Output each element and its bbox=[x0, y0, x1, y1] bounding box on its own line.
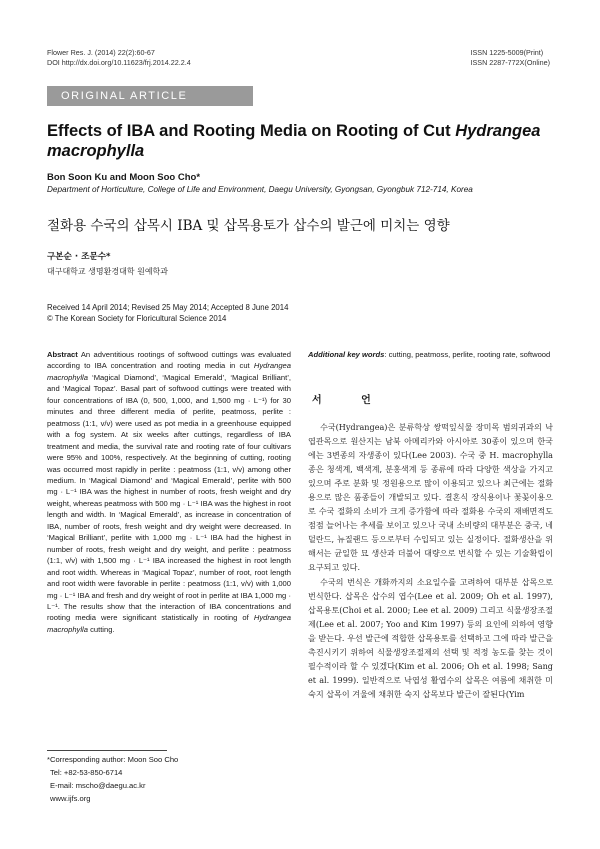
received-dates: Received 14 April 2014; Revised 25 May 2014; Accepted 8 June 2014 bbox=[47, 303, 289, 312]
abstract-species-end: Hydrangea macrophylla bbox=[47, 613, 291, 634]
korean-title: 절화용 수국의 삽목시 IBA 및 삽목용토가 삽수의 발근에 미치는 영향 bbox=[47, 218, 450, 234]
abstract-species: Hydrangea macrophylla bbox=[47, 361, 291, 382]
korean-authors: 구본순 · 조문수* bbox=[47, 252, 111, 262]
abstract-text-2: ‘Magical Diamond’, ‘Magical Emerald’, ‘Magical Brilliant’, and ‘Magical Topaz’. Basal part of softwood cuttings were treated with four concentrations of IBA (0, 500, 1,000, and 1,500 mg · L⁻¹) for 30 minutes and three different media of perlite, peatmoss, perlite : peatmoss (1:1, v/v) were used as pot media in a greenhouse equipped with a fog system. At six weeks after cuttings, regardless of IBA treatment and media, the survival rate and rooting rate of four cultivars were 95% and 100%, respectively. At the beginning of cutting, rooting was occurred most rapidly in perlite : peatmoss (1:1, v/v) among other medium. In ‘Magical Diamond’ and ‘Magical Emerald’, perlite with 500 mg · L⁻¹ IBA was the highest in number of roots, fresh weight and dry weight, whereas peatmoss with 500 mg · L⁻¹ IBA was the highest in root length and width. In ‘Magical Emerald’, as increase in concentration of IBA, number of roots, fresh weight and dry weight were decreased. In ‘Magical Brilliant’, perlite with 1,000 mg · L⁻¹ IBA had the highest in number of roots, fresh weight and dry weight, and perlite : peatmoss (1:1, v/v) with 1,500 mg · L⁻¹ IBA increased the highest in root length and root width. Whereas in ‘Magical Topaz’, number of root, root length and root width were favorable in perlite : peatmoss (1:1, v/v) with 1,000 mg · L⁻¹ IBA and fresh and dry weight of root in perlite at IBA 1,000 mg · L⁻¹. The results show that the interaction of IBA concentrations and rooting media were significant statistically in rooting of bbox=[47, 372, 291, 623]
author-email[interactable]: E-mail: mscho@daegu.ac.kr bbox=[50, 781, 146, 790]
intro-paragraph: 수국의 번식은 개화까지의 소요일수를 고려하여 대부분 삽목으로 번식한다. 삽목은 삽수의 엽수(Lee et al. 2009; Oh et al. 1997), 삽목용토(Choi et al. 2000; Lee et al. 2009) 그리고 식물생장조절제(Lee et al. 2007; Yoo and Kim 1997) 등의 요인에 의하여 영향을 받는다. 우선 발근에 적합한 삽목용토를 선택하고 그에 따라 발근을 촉진시키기 위하여 식물생장조절제의 선택 및 적정 농도를 찾는 것이 필수적이라 할 수 있겠다(Kim et al. 2006; Oh et al. 1998; Sang et al. 1999). 일반적으로 낙엽성 활엽수의 삽목은 여름에 채취한 미숙지 삽목이 겨울에 채취한 숙지 삽목보다 발근이 잘된다(Yim bbox=[308, 576, 553, 699]
abstract bbox=[47, 349, 291, 635]
title-species: Hydrangea macrophylla bbox=[47, 122, 541, 160]
intro-paragraph: 수국(Hydrangea)은 분류학상 쌍떡잎식물 장미목 범의귀과의 낙엽관목으로 원산지는 남북 아메리카와 아시아로 30종이 있으며 한국에는 3변종의 자생종이 있다(Lee 2003). 수국 중 H. macrophylla 종은 청색계, 백색계, 분홍색계 등 종류에 따라 다양한 색상을 가지고 있으며 주로 분화 및 정원용으로 많이 이용되고 있으나 최근에는 절화용으로 많은 품종들이 개발되고 있다. 결혼식 장식용이나 꽃꽂이용으로 수국 절화의 소비가 크게 증가함에 따라 절화용 수국의 재배면적도 점점 늘어나는 추세를 보이고 있으나 국내 소비량의 대부분은 중국, 네덜란드, 뉴질랜드 등으로부터 수입되고 있는 실정이다. 절화생산을 위해서는 균일한 묘 생산과 더불어 대량으로 번식할 수 있는 기술확립이 요구되고 있다. bbox=[308, 422, 553, 573]
copyright-line: © The Korean Society for Floricultural Science 2014 bbox=[47, 314, 227, 323]
keywords-text: : cutting, peatmoss, perlite, rooting rate, softwood bbox=[384, 350, 551, 359]
page-title bbox=[47, 121, 557, 161]
issn-block bbox=[470, 48, 550, 68]
abstract-text-1: An adventitious rootings of softwood cuttings was evaluated according to IBA concentration and rooting media in cut bbox=[47, 350, 291, 371]
author-affiliation: Department of Horticulture, College of Life and Environment, Daegu University, Gyongsan, Gyongbuk 712-714, Korea bbox=[47, 185, 473, 194]
footnote-divider bbox=[47, 750, 167, 751]
korean-affiliation: 대구대학교 생명환경대학 원예학과 bbox=[47, 267, 169, 276]
author-list: Bon Soon Ku and Moon Soo Cho* bbox=[47, 172, 201, 183]
journal-website[interactable]: www.ijfs.org bbox=[50, 794, 91, 803]
keywords bbox=[308, 349, 553, 360]
title-main: Effects of IBA and Rooting Media on Rooting of Cut bbox=[47, 122, 456, 140]
issn-print: ISSN 1225-5009(Print) bbox=[470, 48, 544, 57]
doi-link[interactable]: DOI http://dx.doi.org/10.11623/frj.2014.22.2.4 bbox=[47, 58, 191, 67]
journal-citation: Flower Res. J. (2014) 22(2):60-67 bbox=[47, 48, 155, 57]
corresponding-author-footnote bbox=[47, 753, 178, 805]
author-tel: Tel: +82-53-850-6714 bbox=[50, 768, 123, 777]
article-dates bbox=[47, 302, 288, 324]
corresponding-author: *Corresponding author: Moon Soo Cho bbox=[47, 755, 179, 764]
abstract-text-end: cutting. bbox=[87, 624, 115, 634]
issn-online: ISSN 2287-772X(Online) bbox=[470, 58, 550, 67]
article-type-label: ORIGINAL ARTICLE bbox=[47, 86, 253, 106]
abstract-label: Abstract bbox=[47, 350, 78, 359]
keywords-label: Additional key words bbox=[308, 350, 385, 359]
journal-header bbox=[47, 48, 191, 68]
introduction-body bbox=[308, 420, 553, 701]
introduction-heading: 서 언 bbox=[312, 395, 389, 406]
